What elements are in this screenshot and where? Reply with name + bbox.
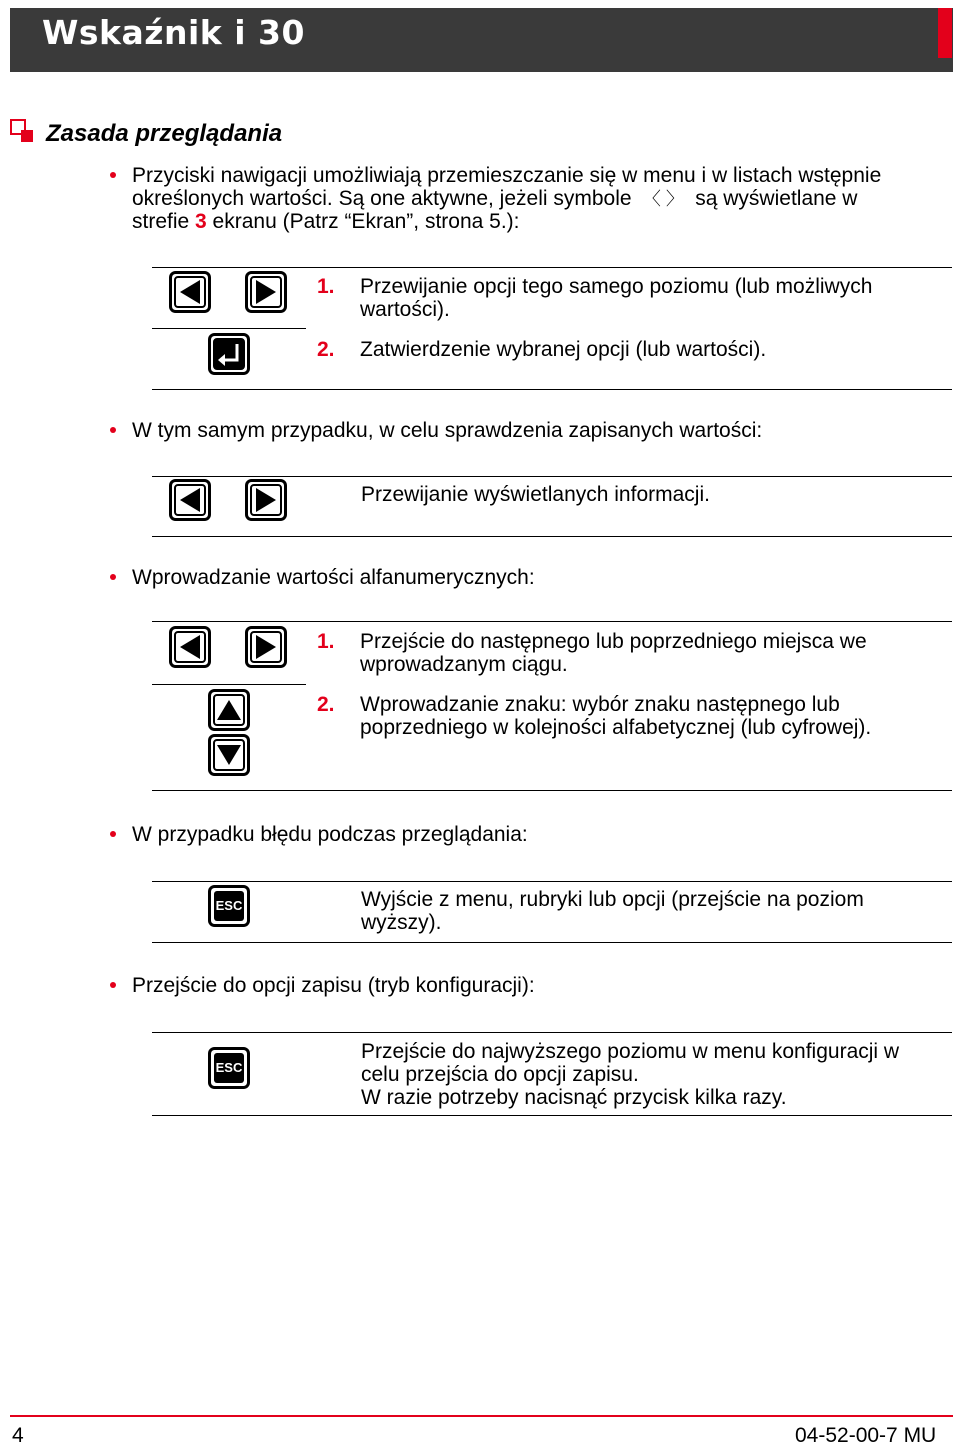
right-arrow-key-icon bbox=[245, 626, 287, 668]
esc-key-label: ESC bbox=[215, 1060, 243, 1075]
bullet-dot bbox=[110, 172, 116, 178]
esc-key-icon bbox=[208, 1047, 250, 1089]
divider bbox=[152, 621, 952, 622]
divider bbox=[152, 1032, 952, 1033]
block-text: Przewijanie wyświetlanych informacji. bbox=[361, 483, 710, 506]
divider bbox=[152, 536, 952, 537]
bullet-text: Wprowadzanie wartości alfanumerycznych: bbox=[132, 566, 535, 589]
intro-line-2-text: określonych wartości. Są one aktywne, jeżeli symbole bbox=[132, 187, 632, 210]
step-text: Zatwierdzenie wybranej opcji (lub wartości). bbox=[360, 338, 767, 361]
divider bbox=[152, 942, 952, 943]
step-number: 2. bbox=[317, 338, 335, 361]
block-text: celu przejścia do opcji zapisu. bbox=[361, 1063, 639, 1086]
bullet-text: W tym samym przypadku, w celu sprawdzenia zapisanych wartości: bbox=[132, 419, 763, 442]
block-text: wyższy). bbox=[361, 911, 442, 934]
divider bbox=[152, 328, 306, 329]
left-arrow-key-icon bbox=[169, 271, 211, 313]
bullet-dot bbox=[110, 982, 116, 988]
right-arrow-key-icon bbox=[245, 479, 287, 521]
bullet-text: W przypadku błędu podczas przeglądania: bbox=[132, 823, 528, 846]
intro-line-2-after: są wyświetlane w bbox=[695, 187, 858, 210]
intro-line-2 bbox=[132, 187, 857, 211]
right-arrow-key-icon bbox=[245, 271, 287, 313]
page-title: Wskaźnik i 30 bbox=[42, 13, 305, 52]
divider bbox=[152, 790, 952, 791]
bullet-dot bbox=[110, 831, 116, 837]
esc-key-label: ESC bbox=[215, 898, 243, 913]
step-text: Przewijanie opcji tego samego poziomu (lub możliwych bbox=[360, 275, 873, 298]
divider bbox=[152, 389, 952, 390]
section-marker-icon bbox=[10, 119, 34, 143]
intro-line-3-a: strefie bbox=[132, 210, 196, 233]
step-text: wprowadzanym ciągu. bbox=[360, 653, 568, 676]
block-text: W razie potrzeby nacisnąć przycisk kilka razy. bbox=[361, 1086, 787, 1109]
block-text: Wyjście z menu, rubryki lub opcji (przejście na poziom bbox=[361, 888, 864, 911]
intro-line-3-b: ekranu (Patrz “Ekran”, strona 5.): bbox=[206, 210, 520, 233]
divider bbox=[152, 267, 952, 268]
enter-key-icon bbox=[208, 333, 250, 375]
block-text: Przejście do najwyższego poziomu w menu konfiguracji w bbox=[361, 1040, 900, 1063]
divider bbox=[152, 476, 952, 477]
footer-rule bbox=[10, 1415, 953, 1417]
divider bbox=[152, 881, 952, 882]
zone-number: 3 bbox=[195, 210, 207, 233]
left-arrow-key-icon bbox=[169, 626, 211, 668]
left-arrow-key-icon bbox=[169, 479, 211, 521]
esc-key-icon bbox=[208, 885, 250, 927]
down-arrow-key-icon bbox=[208, 734, 250, 776]
intro-line-1: Przyciski nawigacji umożliwiają przemieszczanie się w menu i w listach wstępnie bbox=[132, 164, 882, 187]
step-text: poprzedniego w kolejności alfabetycznej (lub cyfrowej). bbox=[360, 716, 872, 739]
bullet-dot bbox=[110, 427, 116, 433]
step-text: wartości). bbox=[360, 298, 450, 321]
header-accent bbox=[938, 8, 952, 58]
divider bbox=[152, 1115, 952, 1116]
bullet-text: Przejście do opcji zapisu (tryb konfiguracji): bbox=[132, 974, 535, 997]
document-code: 04-52-00-7 MU bbox=[795, 1424, 937, 1447]
intro-line-3 bbox=[132, 210, 520, 233]
step-number: 1. bbox=[317, 275, 335, 298]
section-heading: Zasada przeglądania bbox=[46, 120, 283, 147]
step-number: 2. bbox=[317, 693, 335, 716]
step-text: Wprowadzanie znaku: wybór znaku następnego lub bbox=[360, 693, 840, 716]
step-number: 1. bbox=[317, 630, 335, 653]
bullet-dot bbox=[110, 574, 116, 580]
divider bbox=[152, 684, 306, 685]
up-arrow-key-icon bbox=[208, 689, 250, 731]
step-text: Przejście do następnego lub poprzedniego miejsca we bbox=[360, 630, 867, 653]
scroll-symbols-icon: 〈 〉 bbox=[642, 189, 684, 209]
page-number: 4 bbox=[12, 1424, 24, 1447]
